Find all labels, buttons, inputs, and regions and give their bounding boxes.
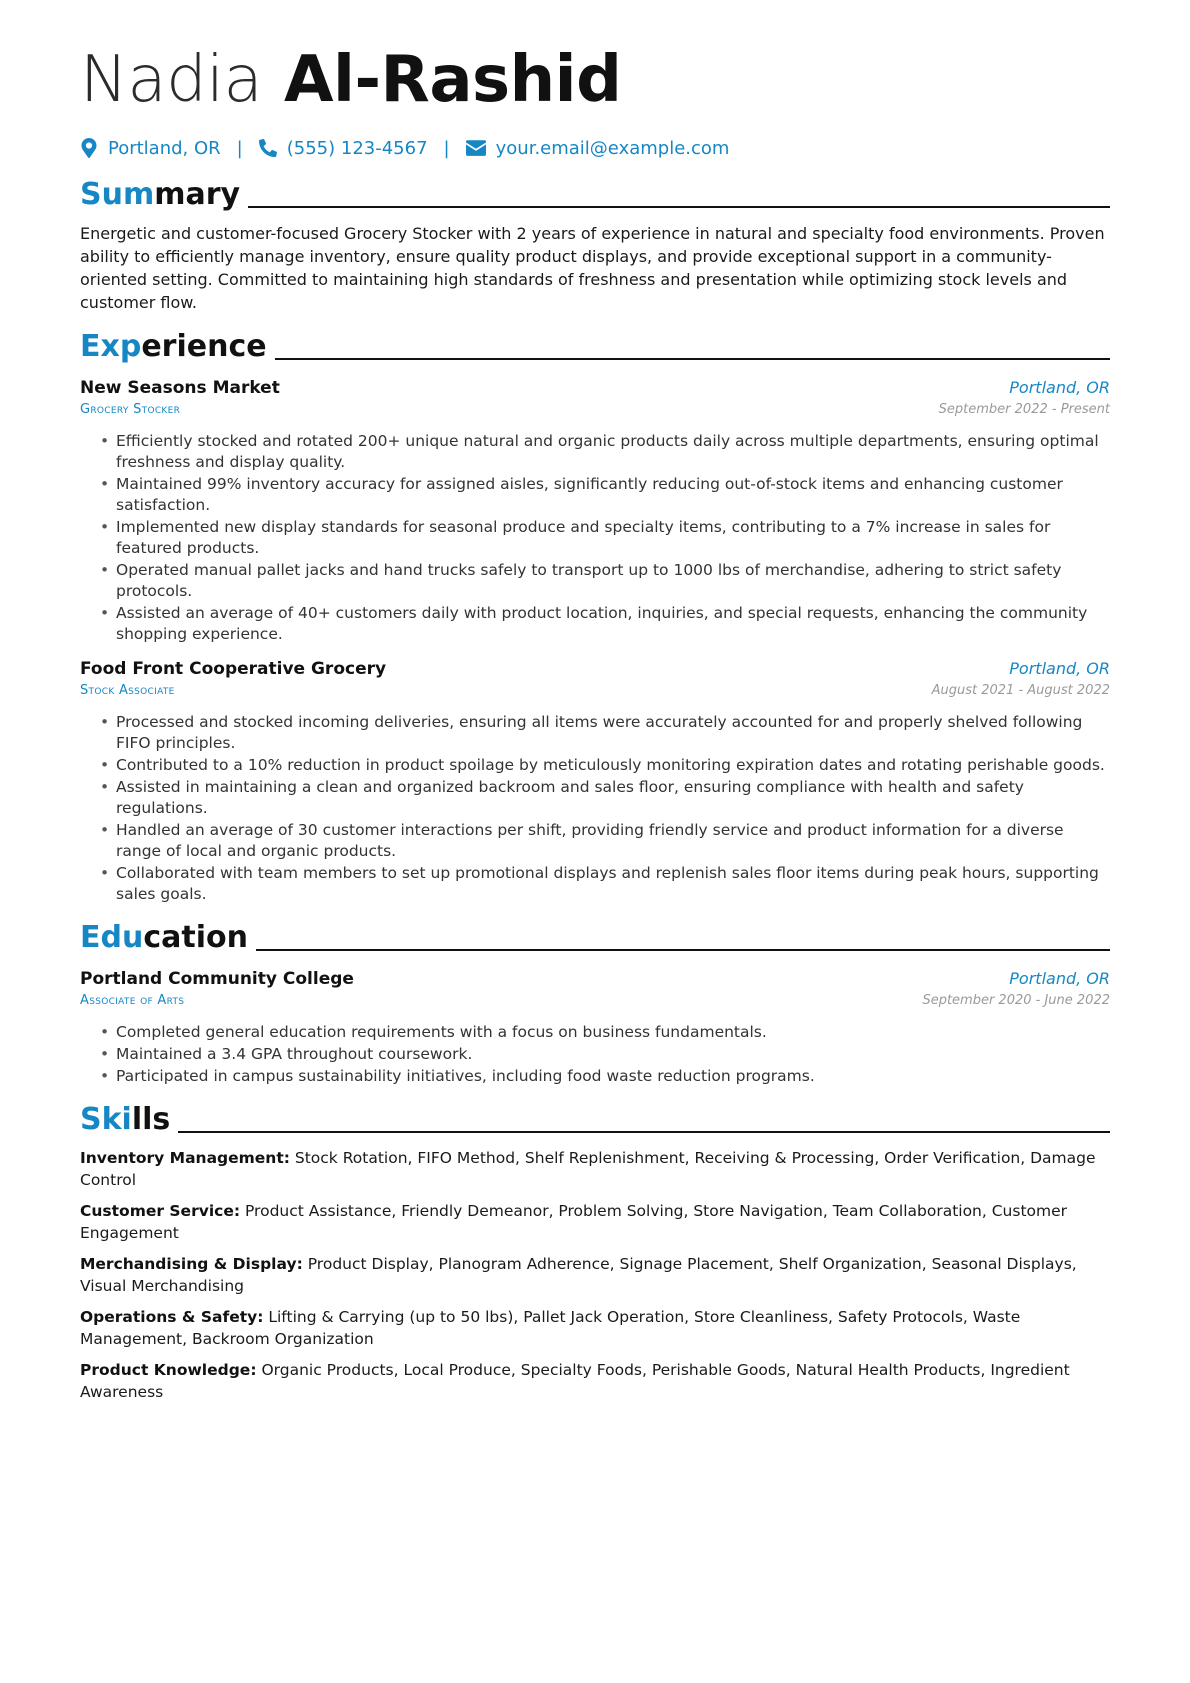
summary-text: Energetic and customer-focused Grocery Stocker with 2 years of experience in natural and specialty food environments. Proven ability to efficiently manage inventory, ensure quality product displays, and provide exceptional support in a community-oriented setting. Committed to maintaining high standards of freshness and presentation while optimizing stock levels and customer flow. bbox=[80, 224, 1105, 312]
section-rule bbox=[178, 1131, 1110, 1133]
entry-location: Portland, OR bbox=[1009, 659, 1110, 678]
map-marker-icon bbox=[80, 138, 98, 158]
contact-separator: | bbox=[236, 137, 243, 159]
contact-bar bbox=[80, 134, 1110, 162]
list-item: • Maintained a 3.4 GPA throughout coursework. bbox=[116, 1044, 1110, 1065]
list-item: • Operated manual pallet jacks and hand trucks safely to transport up to 1000 lbs of merchandise, adhering to strict safety protocols. bbox=[116, 560, 1110, 602]
section-header bbox=[80, 1097, 1110, 1137]
entry-location: Portland, OR bbox=[1009, 969, 1110, 988]
bullet-list bbox=[80, 712, 1110, 905]
section-header bbox=[80, 324, 1110, 364]
school-name: Portland Community College bbox=[80, 969, 354, 989]
skill-row bbox=[80, 1253, 1110, 1297]
bullet-list bbox=[80, 431, 1110, 645]
entry-dates: September 2022 - Present bbox=[938, 402, 1110, 417]
list-item: • Completed general education requirements with a focus on business fundamentals. bbox=[116, 1022, 1110, 1043]
bullet-list bbox=[80, 1022, 1110, 1087]
contact-email[interactable] bbox=[466, 138, 730, 159]
section-title: Summary bbox=[80, 177, 241, 212]
experience-entry bbox=[80, 659, 1110, 905]
skill-category: Inventory Management: bbox=[80, 1149, 290, 1167]
skill-category: Operations & Safety: bbox=[80, 1308, 264, 1326]
list-item: • Participated in campus sustainability initiatives, including food waste reduction programs. bbox=[116, 1066, 1110, 1087]
section-title: Experience bbox=[80, 329, 267, 364]
education-section bbox=[80, 915, 1110, 1087]
skill-category: Customer Service: bbox=[80, 1202, 241, 1220]
list-item: • Assisted an average of 40+ customers daily with product location, inquiries, and special requests, enhancing the community shopping experience. bbox=[116, 603, 1110, 645]
experience-entry bbox=[80, 378, 1110, 645]
section-header bbox=[80, 915, 1110, 955]
section-title: Skills bbox=[80, 1102, 171, 1137]
employer-name: New Seasons Market bbox=[80, 378, 280, 398]
email-link: your.email@example.com bbox=[495, 137, 730, 159]
list-item: • Maintained 99% inventory accuracy for assigned aisles, significantly reducing out-of-stock items and enhancing customer satisfaction. bbox=[116, 474, 1110, 516]
skill-row bbox=[80, 1359, 1110, 1403]
last-name: Al-Rashid bbox=[284, 43, 622, 117]
job-title: Grocery Stocker bbox=[80, 402, 181, 417]
entry-dates: September 2020 - June 2022 bbox=[922, 993, 1110, 1008]
skill-category: Product Knowledge: bbox=[80, 1361, 257, 1379]
list-item: • Handled an average of 30 customer interactions per shift, providing friendly service and product information for a diverse range of local and organic products. bbox=[116, 820, 1110, 862]
skill-values: Lifting & Carrying (up to 50 lbs), Pallet Jack Operation, Store Cleanliness, Safety Protocols, Waste Management, Backroom Organization bbox=[80, 1308, 1021, 1348]
education-entry bbox=[80, 969, 1110, 1087]
skill-values: Product Display, Planogram Adherence, Signage Placement, Shelf Organization, Seasonal Displays, Visual Merchandising bbox=[80, 1255, 1077, 1295]
envelope-icon bbox=[466, 139, 486, 157]
first-name: Nadia bbox=[80, 43, 263, 117]
section-rule bbox=[256, 949, 1110, 951]
phone-text: (555) 123-4567 bbox=[286, 137, 428, 159]
contact-phone[interactable] bbox=[259, 138, 428, 159]
entry-location: Portland, OR bbox=[1009, 378, 1110, 397]
section-header bbox=[80, 172, 1110, 212]
section-rule bbox=[248, 206, 1110, 208]
location-text: Portland, OR bbox=[108, 137, 221, 159]
skill-row bbox=[80, 1147, 1110, 1191]
list-item: • Collaborated with team members to set up promotional displays and replenish sales floor items during peak hours, supporting sales goals. bbox=[116, 863, 1110, 905]
degree-title: Associate of Arts bbox=[80, 993, 185, 1008]
skill-values: Organic Products, Local Produce, Specialty Foods, Perishable Goods, Natural Health Products, Ingredient Awareness bbox=[80, 1361, 1070, 1401]
contact-separator: | bbox=[443, 137, 450, 159]
phone-icon bbox=[259, 138, 277, 158]
list-item: • Contributed to a 10% reduction in product spoilage by meticulously monitoring expiration dates and rotating perishable goods. bbox=[116, 755, 1110, 776]
section-title: Education bbox=[80, 920, 248, 955]
employer-name: Food Front Cooperative Grocery bbox=[80, 659, 387, 679]
candidate-name bbox=[80, 40, 1110, 120]
job-title: Stock Associate bbox=[80, 683, 175, 698]
skill-row bbox=[80, 1200, 1110, 1244]
list-item: • Efficiently stocked and rotated 200+ unique natural and organic products daily across multiple departments, ensuring optimal freshness and display quality. bbox=[116, 431, 1110, 473]
skill-row bbox=[80, 1306, 1110, 1350]
contact-location bbox=[80, 138, 221, 159]
section-rule bbox=[275, 358, 1110, 360]
skill-values: Stock Rotation, FIFO Method, Shelf Replenishment, Receiving & Processing, Order Verification, Damage Control bbox=[80, 1149, 1096, 1189]
list-item: • Processed and stocked incoming deliveries, ensuring all items were accurately accounted for and properly shelved following FIFO principles. bbox=[116, 712, 1110, 754]
list-item: • Assisted in maintaining a clean and organized backroom and sales floor, ensuring compliance with health and safety regulations. bbox=[116, 777, 1110, 819]
skill-values: Product Assistance, Friendly Demeanor, Problem Solving, Store Navigation, Team Collaboration, Customer Engagement bbox=[80, 1202, 1068, 1242]
summary-section bbox=[80, 172, 1110, 314]
list-item: • Implemented new display standards for seasonal produce and specialty items, contributing to a 7% increase in sales for featured products. bbox=[116, 517, 1110, 559]
experience-section bbox=[80, 324, 1110, 905]
skills-list bbox=[80, 1147, 1110, 1403]
entry-dates: August 2021 - August 2022 bbox=[931, 683, 1110, 698]
skills-section bbox=[80, 1097, 1110, 1403]
skill-category: Merchandising & Display: bbox=[80, 1255, 303, 1273]
